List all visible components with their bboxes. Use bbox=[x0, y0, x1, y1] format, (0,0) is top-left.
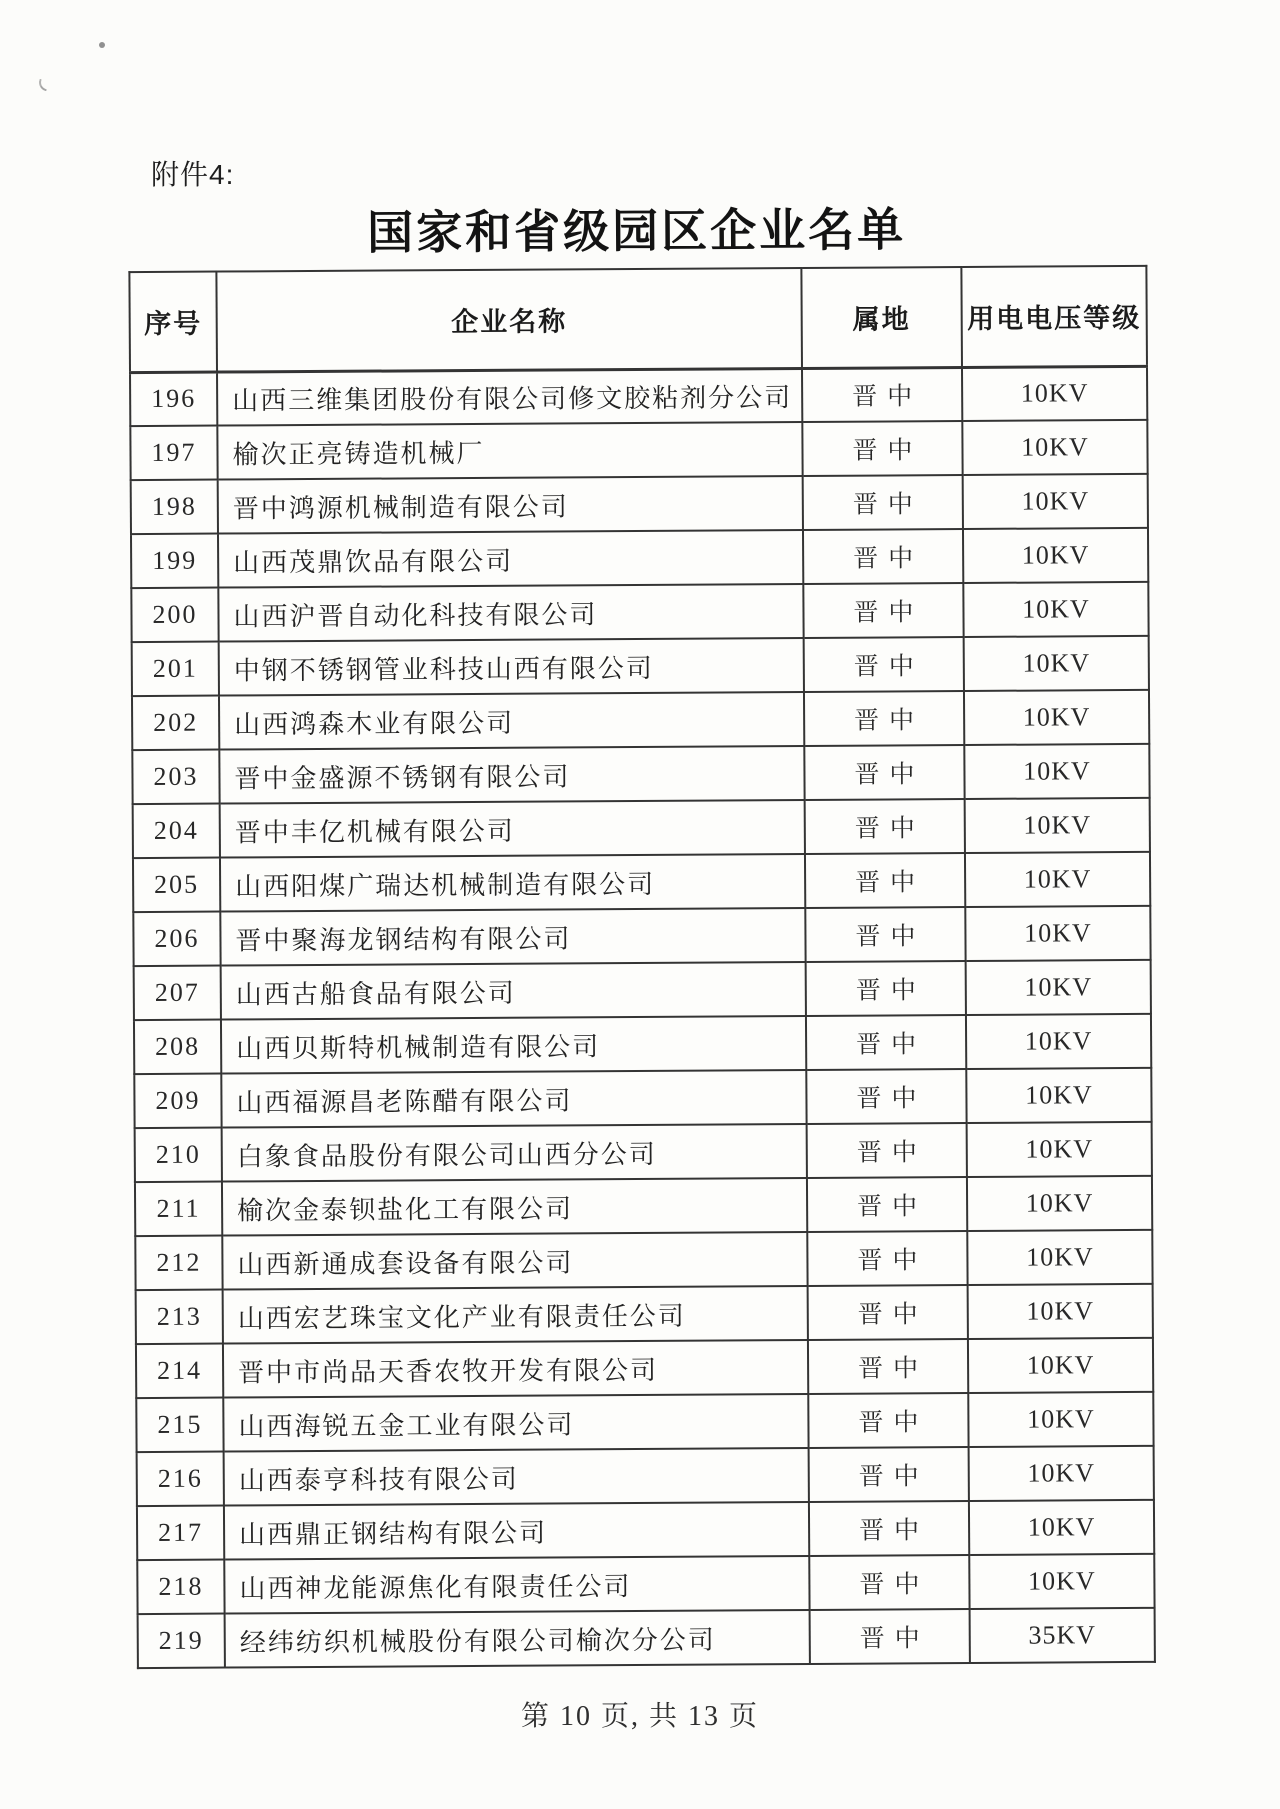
cell-no: 209 bbox=[134, 1074, 221, 1129]
table-row bbox=[137, 1554, 1154, 1614]
cell-region: 晋中 bbox=[808, 1285, 968, 1340]
cell-voltage: 10KV bbox=[962, 366, 1147, 421]
table-row bbox=[131, 582, 1148, 642]
cell-voltage: 10KV bbox=[966, 960, 1151, 1015]
cell-name: 经纬纺织机械股份有限公司榆次分公司 bbox=[225, 1610, 810, 1668]
table-row bbox=[130, 420, 1147, 480]
page-number: 第 10 页, 共 13 页 bbox=[520, 1701, 759, 1732]
cell-no: 219 bbox=[138, 1614, 225, 1669]
column-header-no: 序号 bbox=[129, 272, 217, 373]
cell-name: 白象食品股份有限公司山西分公司 bbox=[222, 1124, 807, 1182]
cell-voltage: 10KV bbox=[965, 798, 1150, 853]
cell-no: 218 bbox=[137, 1560, 224, 1615]
cell-no: 196 bbox=[130, 372, 217, 427]
cell-voltage: 10KV bbox=[969, 1500, 1154, 1555]
cell-name: 山西海锐五金工业有限公司 bbox=[223, 1394, 808, 1452]
cell-name: 晋中金盛源不锈钢有限公司 bbox=[219, 746, 804, 804]
table-row bbox=[131, 528, 1148, 588]
cell-name: 山西鸿森木业有限公司 bbox=[219, 692, 804, 750]
table-row bbox=[135, 1176, 1152, 1236]
cell-voltage: 10KV bbox=[968, 1284, 1153, 1339]
cell-name: 榆次正亮铸造机械厂 bbox=[217, 422, 802, 480]
cell-region: 晋中 bbox=[803, 475, 963, 530]
cell-no: 204 bbox=[133, 804, 220, 859]
cell-region: 晋中 bbox=[807, 1123, 967, 1178]
cell-voltage: 10KV bbox=[965, 852, 1150, 907]
cell-name: 榆次金泰钡盐化工有限公司 bbox=[222, 1178, 807, 1236]
cell-voltage: 10KV bbox=[967, 1176, 1152, 1231]
table-row bbox=[133, 852, 1150, 912]
cell-region: 晋中 bbox=[809, 1447, 969, 1502]
attachment-label: 附件4: bbox=[151, 159, 235, 190]
cell-region: 晋中 bbox=[808, 1339, 968, 1394]
table-row bbox=[134, 960, 1151, 1020]
cell-voltage: 10KV bbox=[966, 1014, 1151, 1069]
cell-region: 晋中 bbox=[809, 1555, 969, 1610]
cell-voltage: 10KV bbox=[964, 636, 1149, 691]
table-row bbox=[134, 1014, 1151, 1074]
cell-name: 山西新通成套设备有限公司 bbox=[222, 1232, 807, 1290]
cell-name: 晋中聚海龙钢结构有限公司 bbox=[220, 908, 805, 966]
cell-region: 晋中 bbox=[806, 1069, 966, 1124]
cell-no: 213 bbox=[136, 1290, 223, 1345]
cell-voltage: 10KV bbox=[963, 528, 1148, 583]
table-row bbox=[136, 1392, 1153, 1452]
enterprise-table bbox=[128, 265, 1156, 1669]
cell-name: 晋中鸿源机械制造有限公司 bbox=[218, 476, 803, 534]
cell-no: 216 bbox=[137, 1452, 224, 1507]
cell-name: 晋中市尚品天香农牧开发有限公司 bbox=[223, 1340, 808, 1398]
cell-region: 晋中 bbox=[805, 853, 965, 908]
column-header-region: 属地 bbox=[801, 267, 962, 368]
cell-no: 215 bbox=[136, 1398, 223, 1453]
cell-region: 晋中 bbox=[802, 421, 962, 476]
cell-name: 山西茂鼎饮品有限公司 bbox=[218, 530, 803, 588]
table-row bbox=[132, 690, 1149, 750]
column-header-voltage: 用电电压等级 bbox=[961, 266, 1147, 367]
cell-name: 山西三维集团股份有限公司修文胶粘剂分公司 bbox=[217, 368, 802, 426]
cell-name: 山西古船食品有限公司 bbox=[221, 962, 806, 1020]
cell-voltage: 10KV bbox=[969, 1554, 1154, 1609]
table-row bbox=[136, 1338, 1153, 1398]
cell-name: 山西贝斯特机械制造有限公司 bbox=[221, 1016, 806, 1074]
cell-region: 晋中 bbox=[804, 745, 964, 800]
cell-voltage: 10KV bbox=[964, 744, 1149, 799]
cell-voltage: 10KV bbox=[968, 1392, 1153, 1447]
cell-no: 210 bbox=[135, 1128, 222, 1183]
table-header bbox=[129, 266, 1147, 372]
table-row bbox=[130, 366, 1147, 426]
cell-name: 晋中丰亿机械有限公司 bbox=[220, 800, 805, 858]
cell-region: 晋中 bbox=[807, 1177, 967, 1232]
cell-name: 山西鼎正钢结构有限公司 bbox=[224, 1502, 809, 1560]
table-row bbox=[135, 1230, 1152, 1290]
cell-no: 199 bbox=[131, 534, 218, 589]
cell-name: 山西沪晋自动化科技有限公司 bbox=[218, 584, 803, 642]
cell-voltage: 10KV bbox=[965, 906, 1150, 961]
cell-no: 205 bbox=[133, 858, 220, 913]
column-header-name: 企业名称 bbox=[216, 268, 802, 372]
cell-voltage: 35KV bbox=[970, 1608, 1155, 1663]
cell-voltage: 10KV bbox=[967, 1230, 1152, 1285]
cell-voltage: 10KV bbox=[964, 690, 1149, 745]
table-row bbox=[131, 474, 1148, 534]
cell-voltage: 10KV bbox=[962, 420, 1147, 475]
table-row bbox=[133, 798, 1150, 858]
table-row bbox=[134, 1068, 1151, 1128]
cell-no: 214 bbox=[136, 1344, 223, 1399]
page-title: 国家和省级园区企业名单 bbox=[366, 203, 907, 259]
cell-no: 197 bbox=[130, 426, 217, 481]
cell-region: 晋中 bbox=[805, 799, 965, 854]
table-row bbox=[132, 636, 1149, 696]
cell-name: 中钢不锈钢管业科技山西有限公司 bbox=[219, 638, 804, 696]
cell-region: 晋中 bbox=[803, 583, 963, 638]
cell-voltage: 10KV bbox=[963, 474, 1148, 529]
cell-region: 晋中 bbox=[804, 691, 964, 746]
cell-region: 晋中 bbox=[809, 1501, 969, 1556]
cell-no: 211 bbox=[135, 1182, 222, 1237]
table-row bbox=[136, 1284, 1153, 1344]
cell-region: 晋中 bbox=[810, 1609, 970, 1664]
cell-voltage: 10KV bbox=[967, 1122, 1152, 1177]
cell-name: 山西福源昌老陈醋有限公司 bbox=[221, 1070, 806, 1128]
cell-no: 203 bbox=[132, 750, 219, 805]
cell-voltage: 10KV bbox=[969, 1446, 1154, 1501]
cell-name: 山西阳煤广瑞达机械制造有限公司 bbox=[220, 854, 805, 912]
scan-artifact-mark bbox=[37, 79, 50, 92]
cell-region: 晋中 bbox=[807, 1231, 967, 1286]
table-row bbox=[137, 1500, 1154, 1560]
cell-voltage: 10KV bbox=[968, 1338, 1153, 1393]
header-row bbox=[129, 266, 1147, 372]
cell-region: 晋中 bbox=[806, 961, 966, 1016]
cell-no: 208 bbox=[134, 1020, 221, 1075]
cell-region: 晋中 bbox=[802, 367, 962, 422]
cell-no: 198 bbox=[131, 480, 218, 535]
printed-block bbox=[128, 203, 1154, 1669]
cell-no: 201 bbox=[132, 642, 219, 697]
cell-region: 晋中 bbox=[804, 637, 964, 692]
cell-region: 晋中 bbox=[805, 907, 965, 962]
table-row bbox=[138, 1608, 1155, 1668]
cell-no: 207 bbox=[134, 966, 221, 1021]
cell-name: 山西宏艺珠宝文化产业有限责任公司 bbox=[223, 1286, 808, 1344]
cell-voltage: 10KV bbox=[963, 582, 1148, 637]
cell-no: 206 bbox=[133, 912, 220, 967]
cell-name: 山西泰亨科技有限公司 bbox=[224, 1448, 809, 1506]
table-row bbox=[132, 744, 1149, 804]
cell-no: 212 bbox=[135, 1236, 222, 1291]
table-row bbox=[137, 1446, 1154, 1506]
cell-no: 200 bbox=[131, 588, 218, 643]
table-row bbox=[133, 906, 1150, 966]
cell-region: 晋中 bbox=[806, 1015, 966, 1070]
cell-no: 202 bbox=[132, 696, 219, 751]
table-body bbox=[130, 366, 1155, 1668]
cell-voltage: 10KV bbox=[966, 1068, 1151, 1123]
cell-region: 晋中 bbox=[808, 1393, 968, 1448]
cell-region: 晋中 bbox=[803, 529, 963, 584]
scan-artifact-dot bbox=[99, 42, 105, 48]
cell-name: 山西神龙能源焦化有限责任公司 bbox=[224, 1556, 809, 1614]
cell-no: 217 bbox=[137, 1506, 224, 1561]
table-row bbox=[135, 1122, 1152, 1182]
